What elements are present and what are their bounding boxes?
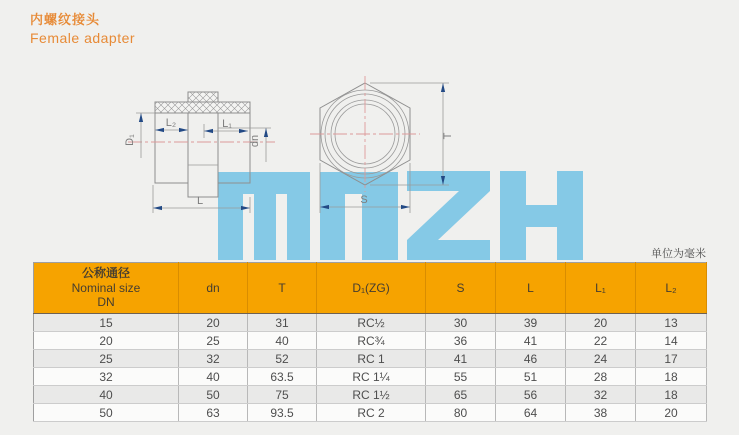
cell-d1: RC¾ bbox=[317, 332, 426, 350]
col-header-l: L bbox=[496, 263, 566, 314]
dim-label-s: S bbox=[360, 194, 368, 206]
dim-label-d1: D₁ bbox=[124, 134, 136, 146]
cell-d1: RC 1¼ bbox=[317, 368, 426, 386]
col-header-l1: L₁ bbox=[566, 263, 636, 314]
cell-dn-nominal: 20 bbox=[34, 332, 179, 350]
col-header-dn: dn bbox=[179, 263, 248, 314]
left-section-view bbox=[124, 92, 275, 213]
cell-d1: RC½ bbox=[317, 314, 426, 332]
cell-dn: 25 bbox=[179, 332, 248, 350]
watermark-logo bbox=[218, 171, 583, 260]
cell-l: 41 bbox=[496, 332, 566, 350]
page-title-en: Female adapter bbox=[30, 30, 136, 47]
cell-t: 31 bbox=[248, 314, 317, 332]
cell-dn: 50 bbox=[179, 386, 248, 404]
hatch-band bbox=[155, 102, 250, 113]
cell-t: 93.5 bbox=[248, 404, 317, 422]
unit-note: 单位为毫米 bbox=[651, 248, 706, 260]
col-header-nominal-zh: 公称通径 bbox=[81, 266, 130, 281]
page-title-zh: 内螺纹接头 bbox=[30, 12, 101, 27]
cell-l: 56 bbox=[496, 386, 566, 404]
cell-dn: 40 bbox=[179, 368, 248, 386]
cell-t: 63.5 bbox=[248, 368, 317, 386]
cell-dn: 63 bbox=[179, 404, 248, 422]
dim-label-t: T bbox=[442, 132, 454, 140]
table-row bbox=[34, 404, 707, 422]
cell-l1: 22 bbox=[566, 332, 636, 350]
cell-s: 36 bbox=[426, 332, 496, 350]
cell-l2: 18 bbox=[636, 386, 707, 404]
cell-l1: 32 bbox=[566, 386, 636, 404]
cell-l2: 17 bbox=[636, 350, 707, 368]
dim-label-dn: dn bbox=[249, 134, 261, 148]
dim-label-l: L bbox=[196, 195, 204, 207]
hatch-tab bbox=[188, 92, 218, 102]
cell-l2: 13 bbox=[636, 314, 707, 332]
cell-l1: 38 bbox=[566, 404, 636, 422]
cell-l: 39 bbox=[496, 314, 566, 332]
cell-t: 52 bbox=[248, 350, 317, 368]
cell-dn-nominal: 25 bbox=[34, 350, 179, 368]
cell-dn-nominal: 50 bbox=[34, 404, 179, 422]
dim-label-l2: L₂ bbox=[165, 117, 177, 129]
cell-s: 80 bbox=[426, 404, 496, 422]
cell-dn-nominal: 32 bbox=[34, 368, 179, 386]
cell-d1: RC 1 bbox=[317, 350, 426, 368]
cell-d1: RC 1½ bbox=[317, 386, 426, 404]
table-row bbox=[34, 314, 707, 332]
cell-s: 65 bbox=[426, 386, 496, 404]
col-header-nominal-dn: DN bbox=[97, 295, 115, 310]
cell-dn: 32 bbox=[179, 350, 248, 368]
cell-l1: 20 bbox=[566, 314, 636, 332]
cell-l: 51 bbox=[496, 368, 566, 386]
table-row bbox=[34, 386, 707, 404]
cell-dn-nominal: 40 bbox=[34, 386, 179, 404]
dim-label-l1: L₁ bbox=[222, 118, 232, 130]
col-header-d1: D₁(ZG) bbox=[317, 263, 426, 314]
cell-dn: 20 bbox=[179, 314, 248, 332]
cell-s: 55 bbox=[426, 368, 496, 386]
cell-t: 75 bbox=[248, 386, 317, 404]
cell-l1: 28 bbox=[566, 368, 636, 386]
col-header-nominal-en: Nominal size bbox=[71, 280, 141, 295]
cell-s: 41 bbox=[426, 350, 496, 368]
cell-l: 46 bbox=[496, 350, 566, 368]
dimensions-table bbox=[33, 262, 707, 422]
col-header-t: T bbox=[248, 263, 317, 314]
cell-t: 40 bbox=[248, 332, 317, 350]
table-row bbox=[34, 368, 707, 386]
col-header-nominal bbox=[34, 263, 179, 314]
col-header-s: S bbox=[426, 263, 496, 314]
cell-s: 30 bbox=[426, 314, 496, 332]
table-header-row bbox=[34, 263, 707, 314]
table-row bbox=[34, 332, 707, 350]
cell-l2: 20 bbox=[636, 404, 707, 422]
cell-l1: 24 bbox=[566, 350, 636, 368]
table-row bbox=[34, 350, 707, 368]
cell-l2: 18 bbox=[636, 368, 707, 386]
col-header-l2: L₂ bbox=[636, 263, 707, 314]
cell-d1: RC 2 bbox=[317, 404, 426, 422]
cell-l2: 14 bbox=[636, 332, 707, 350]
cell-dn-nominal: 15 bbox=[34, 314, 179, 332]
cell-l: 64 bbox=[496, 404, 566, 422]
